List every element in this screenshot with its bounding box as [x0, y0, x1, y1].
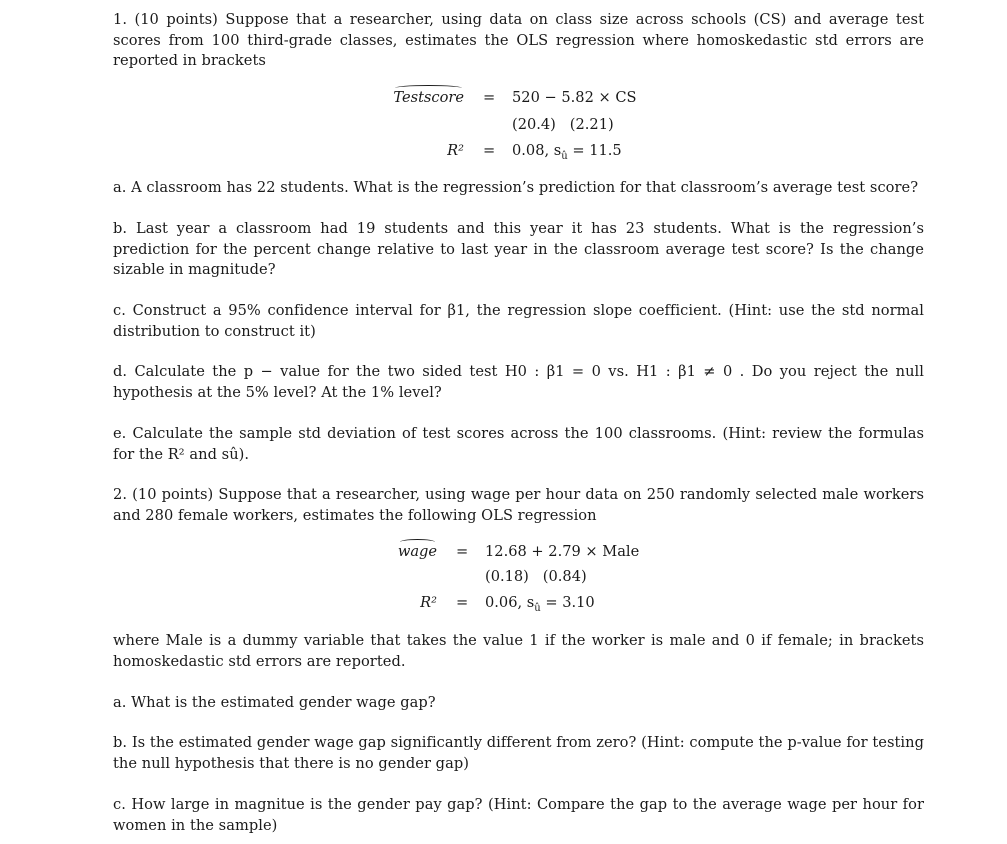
q1-part-a: a. A classroom has 22 students. What is the regression’s prediction for that classroom’s average test score?: [113, 179, 919, 196]
q2-r2-rhs: 0.06, $s_û = 3.10$: [485, 594, 595, 614]
q2-intro: 2. (10 points) Suppose that a researcher, using wage per hour data on 250 randomly selected male workers and 280 female workers, estimates the following OLS regression: [113, 486, 924, 524]
q2-note: where Male is a dummy variable that takes the value 1 if the worker is male and 0 if female; in brackets homoskedastic std errors are reported.: [113, 632, 924, 670]
q1-r2-eq-sign: =: [483, 142, 496, 159]
q1-part-e: e. Calculate the sample std deviation of test scores across the 100 classrooms. (Hint: review the formulas for the R² and sû).: [113, 425, 924, 463]
q2-eq-lhs: wage: [397, 543, 437, 560]
q1-part-b: b. Last year a classroom had 19 students and this year it has 23 students. What is the regression’s prediction for the percent change relative to last year in the classroom average test score? Is the change sizable in magnitude?: [113, 220, 924, 279]
q2-eq-rhs: 12.68 + 2.79 × Male: [485, 543, 640, 560]
q1-r2-rhs: 0.08, $s_û = 11.5$: [512, 142, 622, 162]
q2-r2-eq-sign: =: [456, 594, 469, 611]
q2-eq-se: (0.18) (0.84): [485, 568, 587, 585]
q2-eq-sign: =: [456, 543, 469, 560]
q2-r2-label: R²: [420, 594, 437, 611]
q2-part-c: c. How large in magnitue is the gender pay gap? (Hint: Compare the gap to the average wage per hour for women in the sample): [113, 796, 924, 834]
q1-part-d: d. Calculate the p − value for the two sided test H0 : β1 = 0 vs. H1 : β1 ≠ 0 . Do you reject the null hypothesis at the 5% level? At the 1% level?: [113, 363, 924, 401]
q1-part-c: c. Construct a 95% confidence interval for β1, the regression slope coefficient. (Hint: use the std normal distribution to construct it): [113, 302, 924, 340]
q2-part-a: a. What is the estimated gender wage gap?: [113, 694, 436, 711]
q1-eq-sign: =: [483, 89, 496, 106]
q1-r2-label: R²: [447, 142, 464, 159]
q1-eq-lhs: Testscore: [393, 89, 464, 106]
q1-eq-se: (20.4) (2.21): [512, 116, 614, 133]
q1-intro: 1. (10 points) Suppose that a researcher, using data on class size across schools (CS) and average test scores from 100 third-grade classes, estimates the OLS regression where homoskedastic std errors are reported in brackets: [113, 11, 924, 70]
q1-eq-rhs: 520 − 5.82 × CS: [512, 89, 637, 106]
q2-part-b: b. Is the estimated gender wage gap significantly different from zero? (Hint: compute the p-value for testing the null hypothesis that there is no gender gap): [113, 734, 924, 772]
